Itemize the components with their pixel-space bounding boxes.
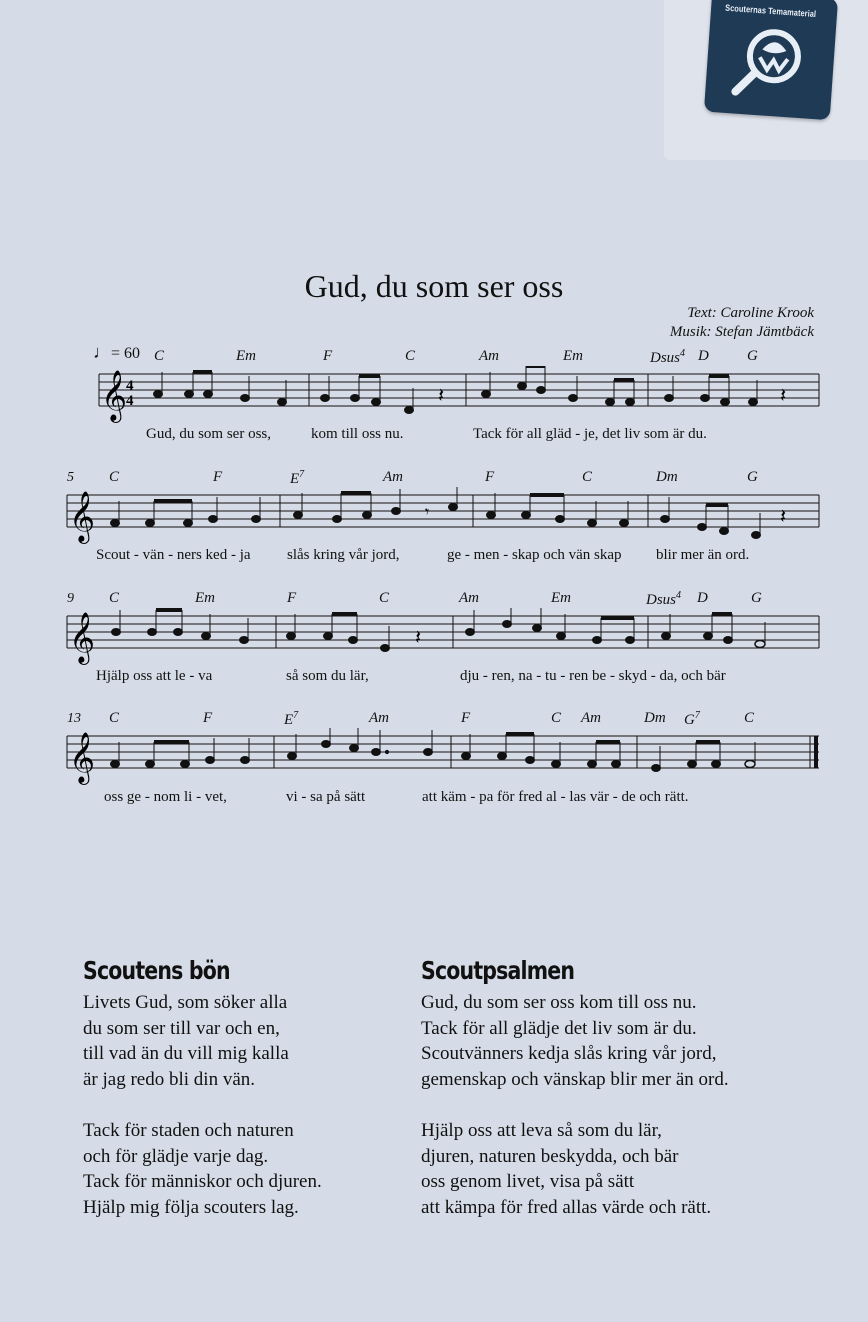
chord: C <box>582 469 593 485</box>
chord: D <box>698 348 709 364</box>
rest-icon: 𝄽 <box>780 506 787 528</box>
poem-line: Tack för staden och naturen <box>83 1120 294 1141</box>
treble-clef-icon: 𝄞 <box>69 733 96 782</box>
lyric-line: Gud, du som ser oss, <box>146 426 272 442</box>
lyric-line: ge - men - skap och vän skap <box>447 547 622 563</box>
measure-number: 9 <box>67 591 74 606</box>
chord: Dsus$^4$ <box>650 348 686 366</box>
lyric-line: kom till oss nu. <box>311 426 404 442</box>
measure-number: 13 <box>67 711 81 726</box>
treble-clef-icon: 𝄞 <box>101 371 128 420</box>
song-title: Gud, du som ser oss <box>304 268 564 304</box>
lyric-line: så som du lär, <box>286 668 369 684</box>
chord: Am <box>383 469 403 485</box>
psalm-title: Scoutpsalmen <box>421 956 575 985</box>
music-credit: Musik: Stefan Jämtbäck <box>669 324 814 340</box>
chord: G <box>747 469 758 485</box>
music-staff <box>0 728 868 788</box>
chord: F <box>323 348 333 364</box>
lyric-line: slås kring vår jord, <box>287 547 400 563</box>
rest-icon: 𝄾 <box>425 504 430 521</box>
poem-line: oss genom livet, visa på sätt <box>421 1171 635 1193</box>
music-staff <box>0 487 868 547</box>
poem-line: Hjälp oss att leva så som du lär, <box>421 1120 662 1141</box>
measure-number: 5 <box>67 470 74 485</box>
poem-line: gemenskap och vänskap blir mer än ord. <box>421 1069 729 1091</box>
prayer-title: Scoutens bön <box>83 956 230 985</box>
lyric-line: oss ge - nom li - vet, <box>104 789 227 805</box>
poem-line: är jag redo bli din vän. <box>83 1069 256 1091</box>
chord: $G^7$ <box>684 710 700 728</box>
poem-line: till vad än du vill mig kalla <box>83 1043 289 1065</box>
lyric-line: Scout - vän - ners ked - ja <box>96 547 251 563</box>
treble-clef-icon: 𝄞 <box>69 613 96 662</box>
lyric-line: att käm - pa för fred al - las vär - de och rätt. <box>422 789 689 805</box>
song-credits <box>670 304 814 342</box>
chord: Em <box>563 348 583 364</box>
lyric-line: Hjälp oss att le - va <box>96 668 213 684</box>
chord: C <box>109 710 120 726</box>
rest-icon: 𝄽 <box>438 385 445 407</box>
poem-line: djuren, naturen beskydda, och bär <box>421 1145 679 1167</box>
chord: Am <box>581 710 601 726</box>
svg-text:4: 4 <box>126 378 134 394</box>
chord: G <box>751 590 762 606</box>
poem-line: Tack för all glädje det liv som är du. <box>421 1017 697 1039</box>
chord: C <box>744 710 755 726</box>
chord: Em <box>195 590 215 606</box>
tempo-marking <box>93 342 140 363</box>
poem-line: och för glädje varje dag. <box>83 1145 269 1167</box>
chord: Dsus$^4$ <box>646 590 682 608</box>
chord: F <box>213 469 223 485</box>
chord: F <box>485 469 495 485</box>
chord: F <box>203 710 213 726</box>
treble-clef-icon: 𝄞 <box>69 492 96 541</box>
chord: F <box>461 710 471 726</box>
chord: G <box>747 348 758 364</box>
chord: $E^7$ <box>284 710 299 728</box>
chord: C <box>109 469 120 485</box>
poem-line: att kämpa för fred allas värde och rätt. <box>421 1197 712 1219</box>
poem-line: Gud, du som ser oss kom till oss nu. <box>421 992 697 1013</box>
badge-label: Scouternas Temamaterial <box>724 2 817 20</box>
poem-line: Tack för människor och djuren. <box>83 1171 322 1193</box>
poem-line: Livets Gud, som söker alla <box>83 992 288 1013</box>
poem-line: du som ser till var och en, <box>83 1017 280 1039</box>
chord: C <box>551 710 562 726</box>
lyric-line: blir mer än ord. <box>656 547 750 563</box>
chord: C <box>109 590 120 606</box>
tempo-value: = 60 <box>111 345 141 362</box>
chord: Dm <box>656 469 678 485</box>
chord: Em <box>236 348 256 364</box>
poem-line: Scoutvänners kedja slås kring vår jord, <box>421 1043 717 1065</box>
chord: C <box>154 348 165 364</box>
chord: C <box>405 348 416 364</box>
chord: Am <box>479 348 499 364</box>
scout-theme-badge <box>704 0 838 120</box>
rest-icon: 𝄽 <box>415 627 422 649</box>
text-credit: Text: Caroline Krook <box>687 305 814 321</box>
chord: Am <box>369 710 389 726</box>
music-staff <box>0 366 868 426</box>
lyric-line: dju - ren, na - tu - ren be - skyd - da, och bär <box>460 668 726 684</box>
lyric-line: Tack för all gläd - je, det liv som är du. <box>473 426 707 442</box>
svg-text:4: 4 <box>126 393 134 409</box>
psalm-stanza <box>421 1118 711 1221</box>
poem-line: Hjälp mig följa scouters lag. <box>83 1197 299 1219</box>
psalm-stanza <box>421 990 729 1093</box>
prayer-stanza <box>83 1118 322 1221</box>
magnifier-emblem-icon <box>727 17 817 107</box>
chord: $E^7$ <box>290 469 305 487</box>
music-staff <box>0 608 868 668</box>
chord: Am <box>459 590 479 606</box>
chord: D <box>697 590 708 606</box>
prayer-stanza <box>83 990 289 1093</box>
chord: Dm <box>644 710 666 726</box>
rest-icon: 𝄽 <box>780 385 787 407</box>
chord: Em <box>551 590 571 606</box>
chord: F <box>287 590 297 606</box>
lyric-line: vi - sa på sätt <box>286 789 366 805</box>
quarter-note-icon: ♩ <box>93 342 111 362</box>
chord: C <box>379 590 390 606</box>
